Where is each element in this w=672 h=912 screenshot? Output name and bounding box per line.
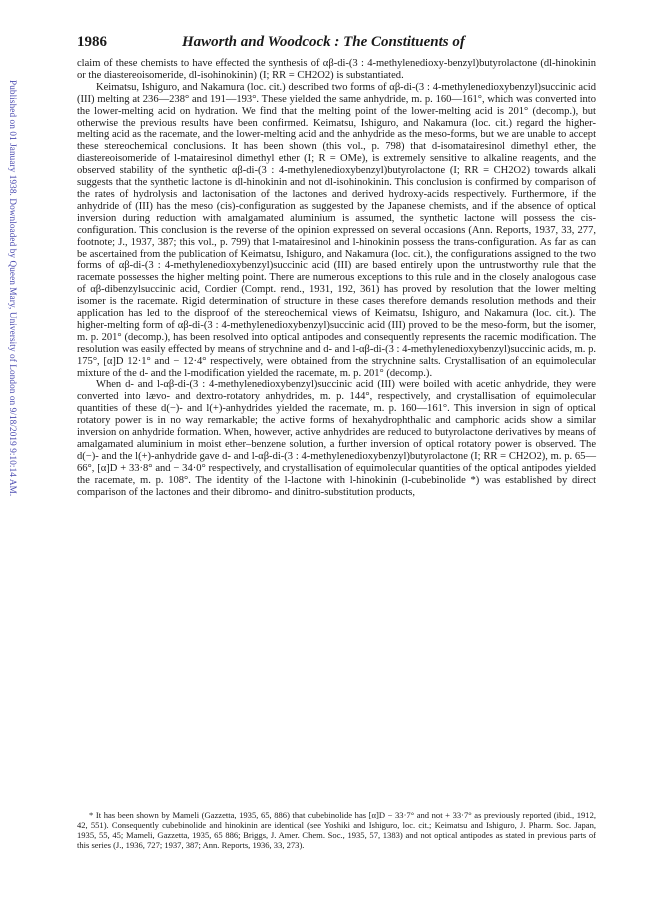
download-provenance-note: [4, 80, 18, 840]
paragraph-continuation: claim of these chemists to have effected the synthesis of αβ-di-(3 : 4-methylenedioxy-benzyl)butyrolactone (dl-hinokinin or the diastereoisomeride, dl-isohinokinin) (I; RR = CH2O2) is substantiated.: [77, 58, 596, 81]
footnote: [77, 810, 596, 850]
running-title: Haworth and Woodcock : The Constituents of: [182, 34, 465, 50]
article-body: [77, 58, 596, 499]
page-number: 1986: [77, 34, 107, 50]
page-header: [77, 34, 597, 54]
footnote-text: * It has been shown by Mameli (Gazzetta, 1935, 65, 886) that cubebinolide has [α]D − 33·7° and not + 33·7° as previously reported (ibid., 1912, 42, 551). Consequently cubebinolide and hinokinin are identical (see Yoshiki and Ishiguro, loc. cit.; Keimatsu and Ishiguro, J. Pharm. Soc. Japan, 1935, 55, 45; Mameli, Gazzetta, 1935, 65 886; Briggs, J. Amer. Chem. Soc., 1935, 57, 1383) and not optical antipodes as stated in previous parts of this series (J., 1936, 727; 1937, 387; Ann. Reports, 1936, 33, 273).: [77, 810, 596, 851]
download-provenance-text: Published on 01 January 1938. Downloaded by Queen Mary, University of London on 9/18/2019 9:10:14 AM.: [8, 80, 18, 497]
paragraph-keimatsu: Keimatsu, Ishiguro, and Nakamura (loc. cit.) described two forms of αβ-di-(3 : 4-methylenedioxybenzyl)succinic acid (III) melting at 236—238° and 191—193°. These yielded the same anhydride, m. p. 160—161°, which was converted into the lower-melting acid on hydration. We find that the melting point of the lower-melting acid is 201° (decomp.), but otherwise the previous results have been confirmed. Keimatsu, Ishiguro, and Nakamura (loc. cit.) regard the higher-melting acid as the racemate, and the lower-melting acid and the anhydride as the meso-forms, but we are unable to accept these stereochemical conclusions. It has been shown (this vol., p. 798) that d-isomatairesinol dimethyl ether, the diastereoisomeride of l-matairesinol dimethyl ether (I; R = OMe), is extremely sensitive to alkaline reagents, and the observed stability of the synthetic αβ-di-(3 : 4-methylenedioxybenzyl)butyrolactone (I; RR = CH2O2) towards alkali suggests that the synthetic lactone is dl-hinokinin and not dl-isohinokinin. This conclusion is confirmed by comparison of the rates of hydrolysis and lactonisation of the lactones and derived hydroxy-acids respectively. Furthermore, if the anhydride of (III) has the meso (cis)-configuration as suggested by the Japanese chemists, and if the absence of optical inversion during reduction with amalgamated aluminium is assumed, the synthetic lactone will possess the cis-configuration. This conclusion is the reverse of the opinion expressed on several occasions (Ann. Reports, 1937, 33, 277, footnote; J., 1937, 387; this vol., p. 799) that l-matairesinol and l-hinokinin possess the trans-configuration. As far as can be ascertained from the publication of Keimatsu, Ishiguro, and Nakamura (loc. cit.), the configurations assigned to the two forms of αβ-di-(3 : 4-methylenedioxybenzyl)succinic acid (III) are based entirely upon the untrustworthy rule that the racemate possesses the higher melting point. There are numerous exceptions to this rule and in the closely analogous case of αβ-dibenzylsuccinic acid, Cordier (Compt. rend., 1931, 192, 361) has proved by resolution that the lower melting isomer is the racemate. Rigid determination of structure in these cases therefore demands resolution methods and their application has led to the disproof of the stereochemical views of Keimatsu, Ishiguro, and Nakamura (loc. cit.). The higher-melting form of αβ-di-(3 : 4-methylenedioxybenzyl)succinic acid (III) proved to be the meso-form, but the isomer, m. p. 201° (decomp.), has been resolved into optical antipodes and consequently represents the racemic modification. The resolution was easily effected by means of strychnine and d- and l-αβ-di-(3 : 4-methylenedioxybenzyl)succinic acids, m. p. 175°, [α]D 12·1° and − 12·4° respectively, were obtained from the strychnine salts. Crystallisation of an equimolecular mixture of the d- and the l-modification yielded the racemate, m. p. 201° (decomp.).: [77, 81, 596, 379]
paragraph-anhydrides: When d- and l-αβ-di-(3 : 4-methylenedioxybenzyl)succinic acid (III) were boiled with acetic anhydride, they were converted into lævo- and dextro-rotatory anhydrides, m. p. 144°, respectively, and crystallisation of equimolecular quantities of these d(−)- and l(+)-anhydrides yielded the racemate, m. p. 160—161°. This inversion in sign of optical rotatory power is in no way remarkable; the active forms of hexahydrophthalic and camphoric acids show a similar inversion on anhydride formation. When, however, active anhydrides are reduced to butyrolactone derivatives by means of amalgamated aluminium in moist ether–benzene solution, a further inversion of optical rotatory power is observed. The d(−)- and the l(+)-anhydride gave d- and l-αβ-di-(3 : 4-methylenedioxybenzyl)butyrolactone (I; RR = CH2O2), m. p. 65—66°, [α]D + 33·8° and − 34·0° respectively, and crystallisation of equimolecular quantities of the optical antipodes yielded the racemate, m. p. 108°. The identity of the l-lactone with l-hinokinin (l-cubebinolide *) was established by direct comparison of the lactones and their dibromo- and dinitro-substitution products,: [77, 379, 596, 498]
